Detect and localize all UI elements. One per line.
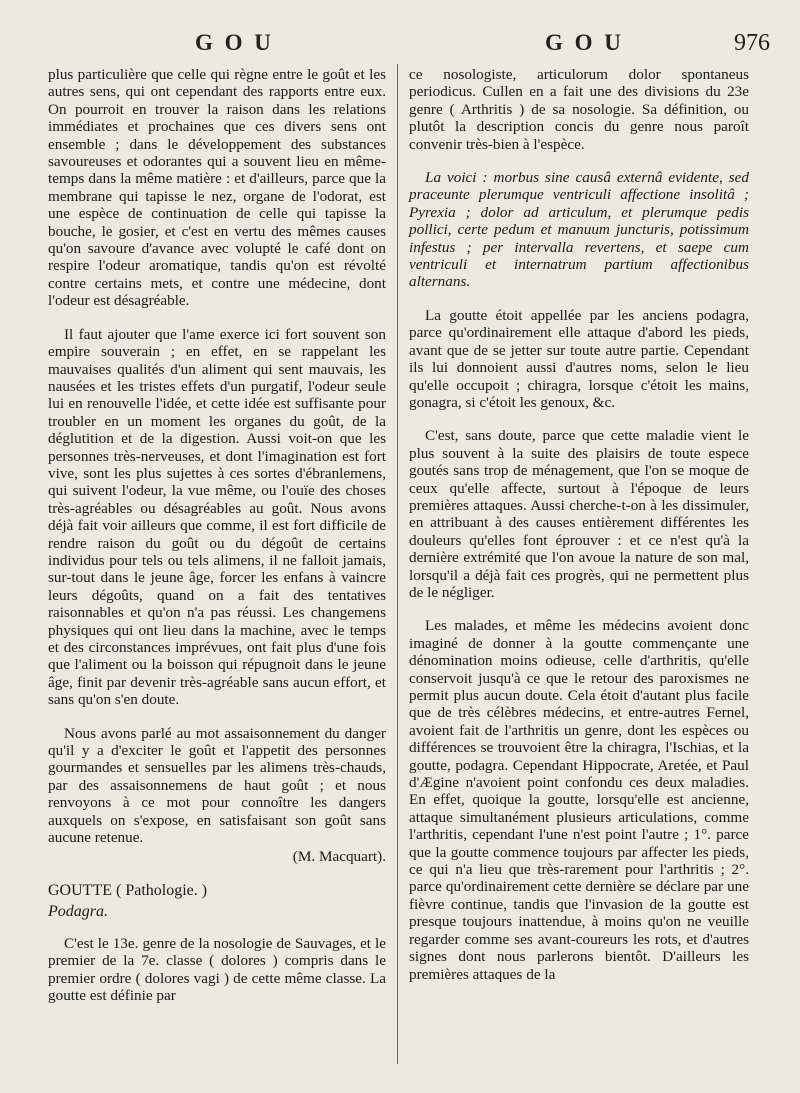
paragraph: Les malades, et même les médecins avoient donc imaginé de donner à la goutte commençante une dénomination moins odieuse, celle d'arthritis, qu'elle conservoit jusqu'à ce que le retour des paroxismes ne permit plus aucun doute. Cela étoit d'autant plus facile que de très célèbres médecins, et entre-autres Fernel, avoient fait de l'arthritis un genre, dont les espèces ou différences se trouvoient être la chiragra, l'Ischias, et la goutte, podagra. Cependant Hippocrate, Aretée, et Paul d'Ægine n'avoient point confondu ces deux maladies. En effet, quoique la goutte, lorsqu'elle est ancienne, attaque simultanément plusieurs articulations, comme l'arthritis, cependant l'une n'est point l'autre ; 1°. parce que la goutte commence toujours par affecter les pieds, ce qui n'a lieu que très-rarement pour l'arthritis ; 2°. parce qu'ordinairement cette dernière se déclare par une fièvre continue, tandis que l'invasion de la goutte est presque toujours inattendue, à moins qu'on ne veuille regarder comme ses avant-coureurs les rots, et d'autres signes dont nous parlerons bientôt. D'ailleurs les premières attaques de la <box>409 617 749 983</box>
article-subtitle: Podagra. <box>48 903 108 921</box>
author-signature: (M. Macquart). <box>292 848 386 866</box>
page-number: 976 <box>734 30 770 56</box>
paragraph: plus particulière que celle qui règne entre le goût et les autres sens, qui ont cependant des rapports entre eux. On pourroit en trouver la raison dans les relations immédiates et prochaines que ces divers sens ont ensemble ; dans le développement des substances savoureuses et odorantes qui a souvent lieu en même-temps dans la même matière : et d'ailleurs, parce que la membrane qui tapisse le nez, organe de l'odorat, est une espèce de continuation de celle qui tapisse la bouche, le gosier, et c'est en vertu des mêmes causes qu'on savoure d'avance avec volupté le café dont on respire l'odeur aromatique, tandis qu'on est révolté contre certains mets, et contre une médecine, dont l'odeur est désagréable. <box>48 66 386 310</box>
right-column <box>409 66 749 999</box>
left-column <box>48 66 386 1020</box>
latin-definition: La voici : morbus sine causâ externâ evidente, sed praceunte plerumque ventriculi affectione insolitâ ; Pyrexia ; dolor ad articulum, et plerumque pedis pollici, certe pedum et manuum juncturis, potissimum infestus ; per intervalla revertens, et saepe cum ventriculi et internatrum partium affectionibus alternans. <box>409 169 749 291</box>
article-title: GOUTTE ( Pathologie. ) <box>48 881 208 899</box>
paragraph: La goutte étoit appellée par les anciens podagra, parce qu'ordinairement elle attaque d'abord les pieds, avant que de se jetter sur toute autre partie. Cependant ils lui donnoient aussi d'autres noms, selon le lieu qu'elle occupoit ; chiragra, lorsque c'étoit les mains, gonagra, si c'étoit les genoux, &c. <box>409 306 749 411</box>
paragraph: C'est, sans doute, parce que cette maladie vient le plus souvent à la suite des plaisirs de toute espece goutés sans trop de ménagement, que l'on se moque de ceux qu'elle affecte, surtout à l'époque de leurs premières attaques. Aussi cherche-t-on à les dissimuler, en attribuant à des causes entièrement différentes les douleurs qu'elles font éprouver : et ce n'est qu'à la dernière extrémité que l'on avoue la nature de son mal, lorsqu'il a déjà fait ces progrès, qui ne permettent plus de le négliger. <box>409 427 749 601</box>
running-header-left: G O U <box>195 30 274 55</box>
paragraph: ce nosologiste, articulorum dolor spontaneus periodicus. Cullen en a fait une des divisions du 23e genre ( Arthritis ) de sa nosologie. Sa définition, ou plutôt la description concis du genre nous paroît convenir très-bien à l'espèce. <box>409 66 749 153</box>
paragraph: Il faut ajouter que l'ame exerce ici fort souvent son empire souverain ; en effet, en se rappelant les mauvaises qualités d'un aliment qui sent mauvais, les nausées et les tristes effets d'un purgatif, l'odeur seule lui en renouvelle l'idée, et cette idée est suffisante pour troubler en un moment les organes du goût, de la déglutition et de la digestion. Aussi voit-on que les personnes très-nerveuses, et dont l'imagination est fort vive, sont les plus sujettes à ces sortes d'ébranlemens, qui suivent l'odeur, la vue même, ou l'ouïe des choses très-agréables ou désagréables au goût. Nous avons déjà fait voir ailleurs que comme, il est fort difficile de rendre raison du goût ou du dégoût de certains individus pour tels ou tels alimens, il ne falloit jamais, sur-tout dans le jeune âge, forcer les enfans à vaincre leurs dégoûts, quand on a fait des tentatives raisonnables et qu'on n'a pas réussi. Les changemens physiques qui ont lieu dans la machine, avec le temps et des circonstances imprévues, ont fait plus d'une fois que l'aliment ou la boisson qui répugnoit dans le jeune âge, finit par devenir très-agréable sans aucun effort, et sans qu'on s'en doute. <box>48 325 386 709</box>
paragraph: Nous avons parlé au mot assaisonnement du danger qu'il y a d'exciter le goût et l'appetit des personnes gourmandes et sensuelles par les alimens très-chauds, par des assaisonnemens de haut goût ; et nous renvoyons à ce mot pour connoître les dangers auxquels on s'expose, en satisfaisant son goût sans aucune retenue. <box>48 724 386 847</box>
paragraph: C'est le 13e. genre de la nosologie de Sauvages, et le premier de la 7e. classe ( dolores ) compris dans le premier ordre ( dolores vagi ) de cette même classe. La goutte est définie par <box>48 934 386 1004</box>
running-header-right: G O U <box>545 30 624 55</box>
column-divider <box>397 64 398 1064</box>
